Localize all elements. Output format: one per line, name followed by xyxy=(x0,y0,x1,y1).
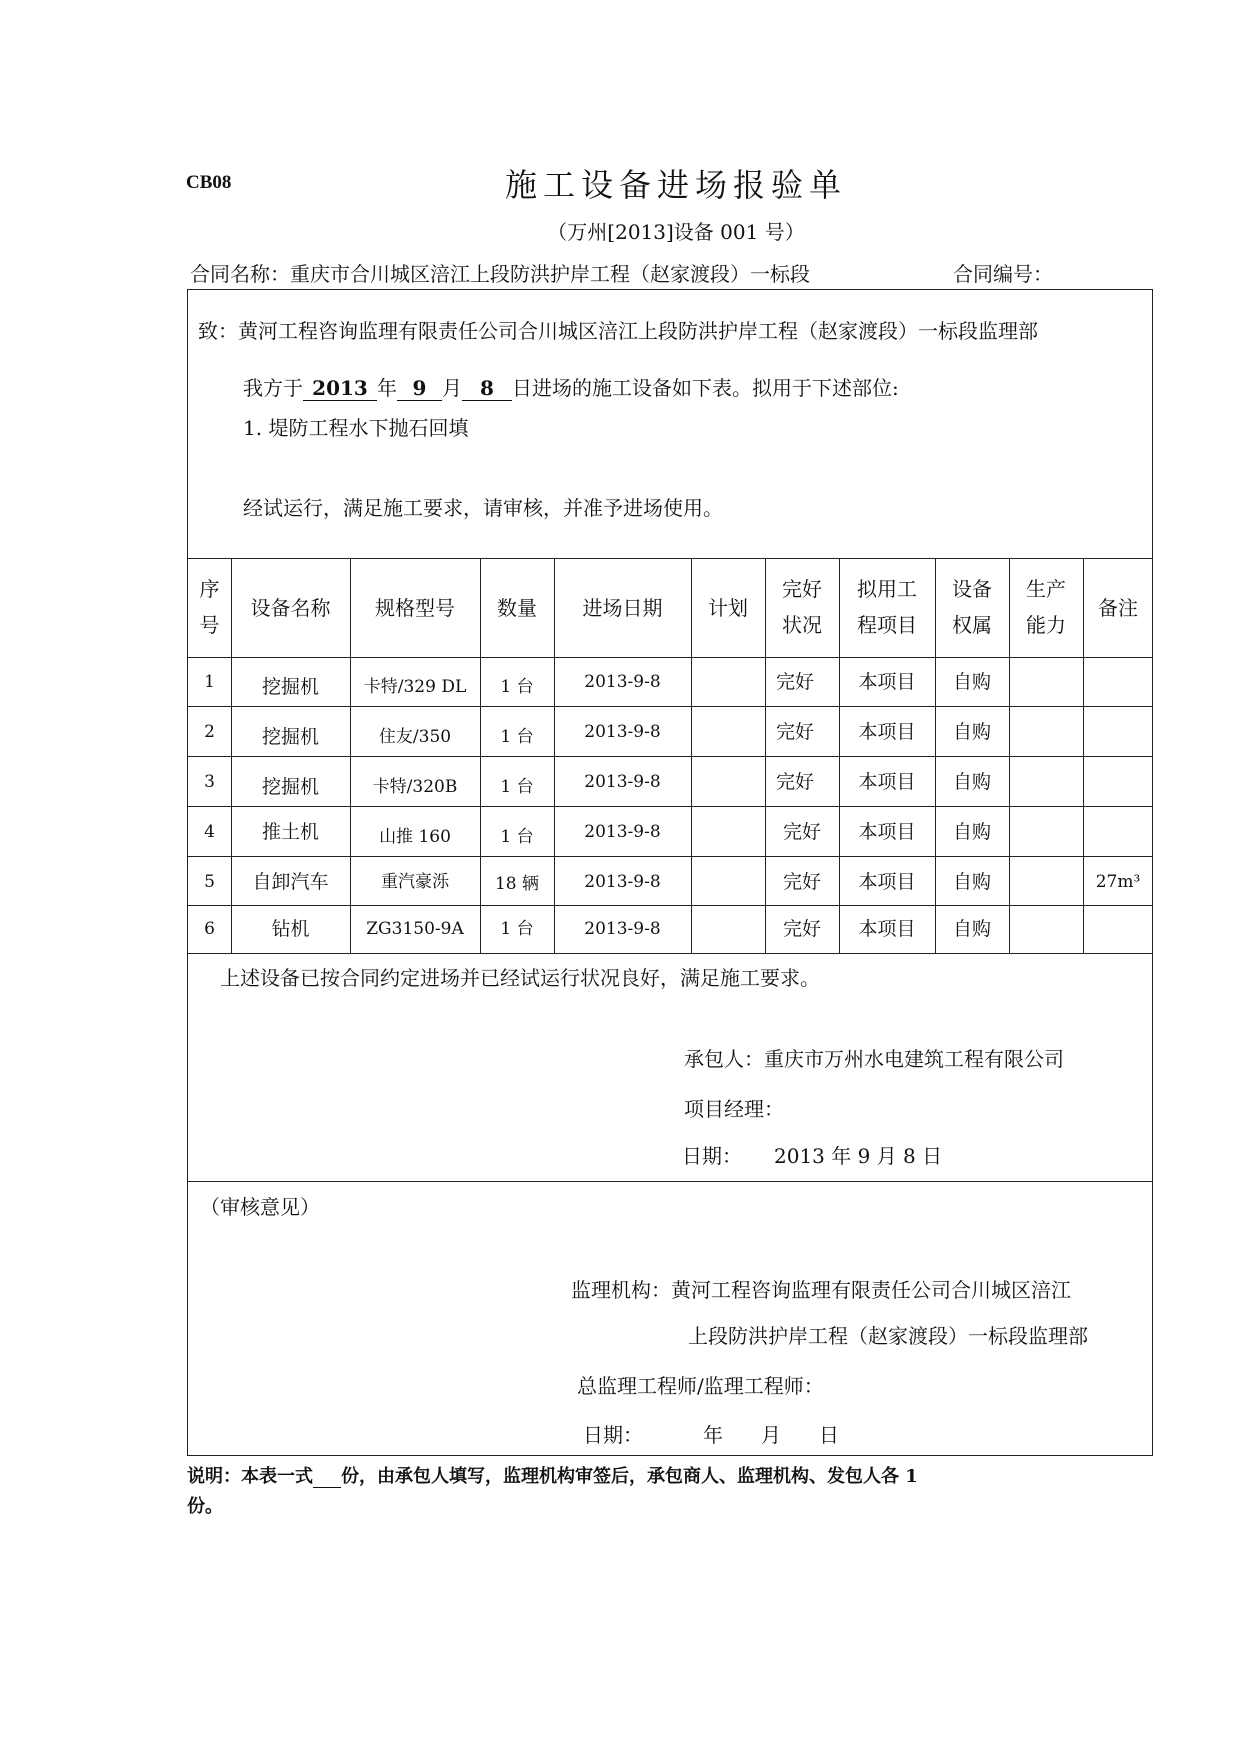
cell-seq: 2 xyxy=(204,722,215,742)
page-title: 施工设备进场报验单 xyxy=(504,166,847,204)
review-date xyxy=(583,1419,839,1448)
cell-intended-project: 本项目 xyxy=(858,771,916,793)
col-header-seq: 序 号 xyxy=(199,577,220,637)
chief-engineer-label: 总监理工程师/监理工程师： xyxy=(577,1374,824,1398)
col-header-entry-date: 进场日期 xyxy=(582,596,663,620)
cell-intended-project: 本项目 xyxy=(858,721,916,743)
cell-entry-date: 2013-9-8 xyxy=(584,772,661,792)
cell-ownership: 自购 xyxy=(952,771,991,793)
after-date-text: 日进场的施工设备如下表。拟用于下述部位: xyxy=(512,376,899,400)
cell-equipment-name: 挖掘机 xyxy=(261,776,319,798)
use-location-item: 1. 堤防工程水下抛石回填 xyxy=(243,416,469,440)
supervisor-org-line2: 上段防洪护岸工程（赵家渡段）一标段监理部 xyxy=(688,1324,1088,1348)
contractor-date-label: 日期： xyxy=(682,1144,742,1168)
cell-quantity: 1 台 xyxy=(500,727,534,747)
we-on-label: 我方于 xyxy=(243,376,303,400)
cell-equipment-name: 挖掘机 xyxy=(261,726,319,748)
review-date-year: 年 xyxy=(703,1423,723,1447)
contractor-date-value: 2013 年 9 月 8 日 xyxy=(774,1144,943,1168)
cell-equipment-name: 钻机 xyxy=(271,918,310,940)
cell-ownership: 自购 xyxy=(952,918,991,940)
cell-intended-project: 本项目 xyxy=(858,671,916,693)
cell-ownership: 自购 xyxy=(952,721,991,743)
cell-condition: 完好 xyxy=(782,918,821,940)
cell-intended-project: 本项目 xyxy=(858,821,916,843)
col-header-capacity: 生产 能力 xyxy=(1026,577,1066,637)
review-date-label: 日期： xyxy=(583,1423,643,1447)
cell-model: 卡特/329 DL xyxy=(363,677,467,697)
cell-ownership: 自购 xyxy=(952,871,991,893)
cell-intended-project: 本项目 xyxy=(858,918,916,940)
col-header-plan: 计划 xyxy=(708,596,748,620)
cell-quantity: 1 台 xyxy=(500,827,534,847)
col-header-ownership: 设备 权属 xyxy=(952,577,992,637)
month-unit: 月 xyxy=(442,376,462,400)
cell-equipment-name: 推土机 xyxy=(261,821,319,843)
cell-ownership: 自购 xyxy=(952,671,991,693)
cell-seq: 6 xyxy=(204,919,215,939)
footer-note-line2: 份。 xyxy=(187,1496,223,1517)
cell-intended-project: 本项目 xyxy=(858,871,916,893)
cell-quantity: 1 台 xyxy=(500,677,534,697)
contract-number-label: 合同编号： xyxy=(953,262,1053,286)
cell-equipment-name: 自卸汽车 xyxy=(252,871,329,893)
cell-ownership: 自购 xyxy=(952,821,991,843)
cell-quantity: 18 辆 xyxy=(494,874,540,894)
cell-condition: 完好 xyxy=(782,871,821,893)
cell-condition: 完好 xyxy=(782,821,821,843)
cell-model: ZG3150-9A xyxy=(366,919,464,939)
approval-request: 经试运行，满足施工要求，请审核，并准予进场使用。 xyxy=(243,496,723,520)
footer-note-part2: 份，由承包人填写，监理机构审签后，承包商人、监理机构、发包人各 1 xyxy=(341,1466,918,1487)
col-header-condition: 完好 状况 xyxy=(782,577,822,637)
cell-condition: 完好 xyxy=(775,771,814,793)
cell-entry-date: 2013-9-8 xyxy=(584,822,661,842)
cell-model: 重汽豪泺 xyxy=(381,872,449,892)
supervisor-org-line1: 监理机构：黄河工程咨询监理有限责任公司合川城区涪江 xyxy=(571,1278,1071,1302)
copies-blank xyxy=(313,1467,341,1488)
cell-entry-date: 2013-9-8 xyxy=(584,919,661,939)
entry-day: 8 xyxy=(462,376,512,401)
entry-month: 9 xyxy=(397,376,442,401)
form-code: CB08 xyxy=(186,172,232,193)
table-bottom-rule xyxy=(187,953,1153,954)
cell-model: 住友/350 xyxy=(378,727,452,747)
project-manager-label: 项目经理： xyxy=(684,1097,784,1121)
cell-equipment-name: 挖掘机 xyxy=(261,676,319,698)
footer-note xyxy=(187,1462,918,1488)
document-number: （万州[2013]设备 001 号） xyxy=(547,220,805,244)
contractor-date xyxy=(682,1140,942,1169)
cell-seq: 3 xyxy=(204,772,215,792)
cell-seq: 4 xyxy=(204,822,215,842)
cell-condition: 完好 xyxy=(775,671,814,693)
cell-entry-date: 2013-9-8 xyxy=(584,722,661,742)
contractor-statement: 上述设备已按合同约定进场并已经试运行状况良好，满足施工要求。 xyxy=(220,966,820,990)
contract-name: 合同名称：重庆市合川城区涪江上段防洪护岸工程（赵家渡段）一标段 xyxy=(190,262,810,286)
cell-model: 山推 160 xyxy=(379,827,451,847)
letter-addressee: 致：黄河工程咨询监理有限责任公司合川城区涪江上段防洪护岸工程（赵家渡段）一标段监理部 xyxy=(198,319,1038,343)
year-unit: 年 xyxy=(377,376,397,400)
footer-note-part1: 说明：本表一式 xyxy=(187,1466,313,1487)
review-top-rule xyxy=(187,1181,1153,1182)
cell-model: 卡特/320B xyxy=(372,777,458,797)
cell-condition: 完好 xyxy=(775,721,814,743)
cell-quantity: 1 台 xyxy=(500,777,534,797)
col-header-intended-project: 拟用工 程项目 xyxy=(857,577,917,637)
entry-year: 2013 xyxy=(303,376,377,401)
col-header-equipment-name: 设备名称 xyxy=(250,596,331,620)
review-date-day: 日 xyxy=(819,1423,839,1447)
cell-remarks: 27m³ xyxy=(1095,872,1141,892)
cell-seq: 1 xyxy=(204,672,215,692)
review-date-month: 月 xyxy=(761,1423,781,1447)
contractor-name: 承包人：重庆市万州水电建筑工程有限公司 xyxy=(684,1047,1064,1071)
cell-seq: 5 xyxy=(204,872,215,892)
col-header-quantity: 数量 xyxy=(497,596,537,620)
entry-date-statement xyxy=(243,372,899,401)
col-header-remarks: 备注 xyxy=(1098,596,1138,620)
cell-quantity: 1 台 xyxy=(500,919,534,939)
col-header-model: 规格型号 xyxy=(375,596,455,620)
cell-entry-date: 2013-9-8 xyxy=(584,872,661,892)
review-heading: （审核意见） xyxy=(200,1195,320,1219)
cell-entry-date: 2013-9-8 xyxy=(584,672,661,692)
